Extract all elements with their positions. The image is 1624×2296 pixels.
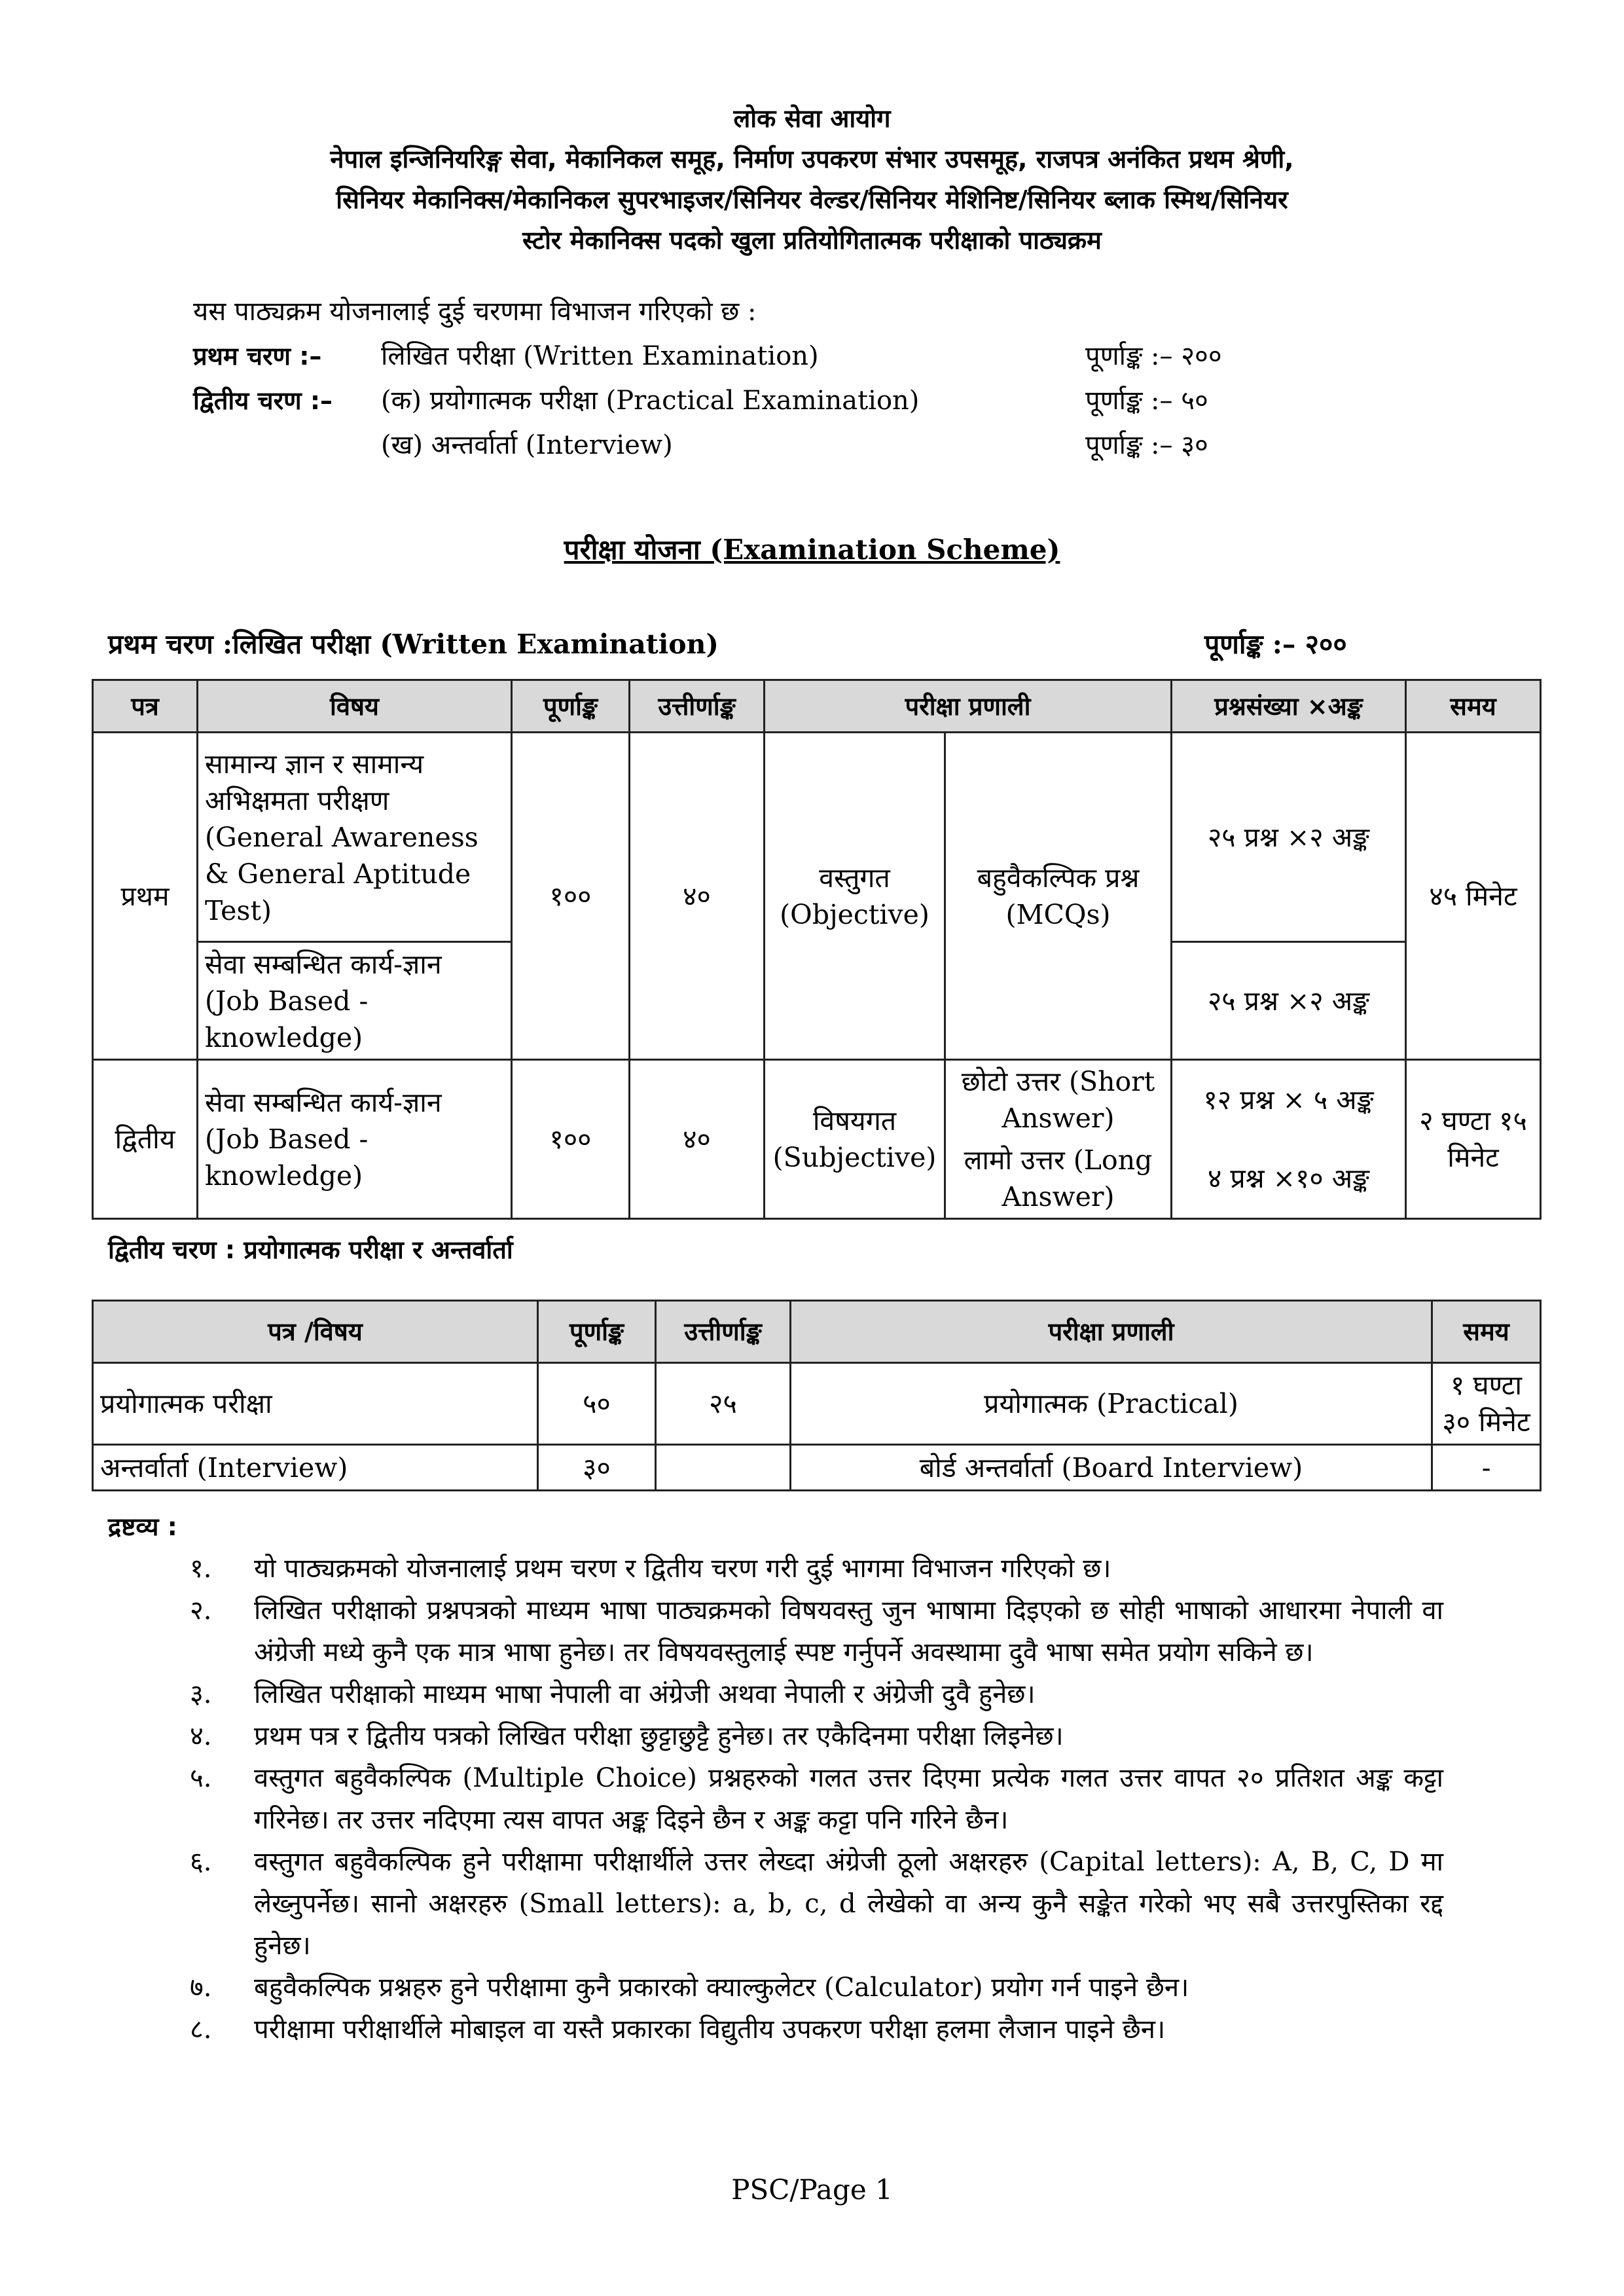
col-full-marks: पूर्णाङ्क (512, 680, 630, 733)
note-text: लिखित परीक्षाको माध्यम भाषा नेपाली वा अंग्रेजी अथवा नेपाली र अंग्रेजी दुवै हुनेछ। (254, 1679, 1036, 1709)
full-marks-cell: १०० (512, 1060, 630, 1219)
table-row (93, 1445, 1541, 1491)
questions-cell: २५ प्रश्न ×२ अङ्क (1172, 733, 1406, 942)
notes-heading: द्रष्टव्य : (108, 1512, 177, 1541)
col-full-marks: पूर्णाङ्क (538, 1301, 656, 1363)
col-time: समय (1406, 680, 1541, 733)
paper-cell: द्वितीय (93, 1060, 198, 1219)
note-number: २. (190, 1595, 212, 1626)
pass-marks-cell (656, 1445, 791, 1491)
exam-format-cell: बहुवैकल्पिक प्रश्न (MCQs) (945, 733, 1172, 1060)
note-item (108, 1757, 1443, 1841)
header-line-3: सिनियर मेकानिक्स/मेकानिकल सुपरभाइजर/सिनियर वेल्डर/सिनियर मेशिनिष्ट/सिनियर ब्लाक स्मिथ/सिनियर (336, 185, 1288, 214)
stage1-title: प्रथम चरण :लिखित परीक्षा (Written Examination) (108, 629, 719, 660)
subject-cell: सेवा सम्बन्धित कार्य-ज्ञान (Job Based - knowledge) (198, 942, 512, 1060)
exam-system-cell: प्रयोगात्मक (Practical) (791, 1363, 1432, 1445)
subject-cell: सेवा सम्बन्धित कार्य-ज्ञान (Job Based - knowledge) (198, 1060, 512, 1219)
intro-desc: (ख) अन्तर्वार्ता (Interview) (381, 430, 673, 460)
table-header-row (93, 1301, 1541, 1363)
note-number: ५. (190, 1763, 212, 1793)
col-time: समय (1432, 1301, 1541, 1363)
col-pass-marks: उत्तीर्णाङ्क (656, 1301, 791, 1363)
table-row (93, 733, 1541, 942)
full-marks-cell: १०० (512, 733, 630, 1060)
stage2-title: द्वितीय चरण : प्रयोगात्मक परीक्षा र अन्तर्वार्ता (108, 1235, 513, 1264)
note-text: परीक्षामा परीक्षार्थीले मोबाइल वा यस्तै प्रकारका विद्युतीय उपकरण परीक्षा हलमा लैजान पाइने छैन। (254, 2014, 1166, 2045)
exam-format-cell: लामो उत्तर (Long Answer) (945, 1139, 1172, 1219)
intro-row (193, 423, 1208, 467)
table-row (93, 1060, 1541, 1140)
stage1-table (92, 679, 1542, 1220)
full-marks-cell: ३० (538, 1445, 656, 1491)
note-item (108, 1967, 1443, 2009)
time-cell: १ घण्टा ३० मिनेट (1432, 1363, 1541, 1445)
note-number: ८. (190, 2014, 212, 2045)
intro-row (193, 334, 1222, 378)
notes-section (108, 1506, 1443, 2050)
intro-phase: प्रथम चरण :– (193, 342, 322, 371)
time-cell: - (1432, 1445, 1541, 1491)
time-cell: २ घण्टा १५ मिनेट (1406, 1060, 1541, 1219)
col-exam-system: परीक्षा प्रणाली (791, 1301, 1432, 1363)
stage1-total: पूर्णाङ्क :– २०० (1204, 629, 1347, 660)
note-number: ३. (190, 1679, 212, 1709)
pass-marks-cell: ४० (630, 1060, 765, 1219)
note-item (108, 1715, 1443, 1757)
col-pass-marks: उत्तीर्णाङ्क (630, 680, 765, 733)
questions-cell: ४ प्रश्न ×१० अङ्क (1172, 1139, 1406, 1219)
note-number: १. (190, 1554, 212, 1584)
col-subject: विषय (198, 680, 512, 733)
scheme-title-text: परीक्षा योजना (Examination Scheme) (564, 534, 1060, 566)
exam-format-cell: छोटो उत्तर (Short Answer) (945, 1060, 1172, 1140)
header-title: लोक सेवा आयोग (733, 104, 891, 133)
pass-marks-cell: ४० (630, 733, 765, 1060)
intro-marks: पूर्णाङ्क :– २०० (1085, 341, 1222, 371)
pass-marks-cell: २५ (656, 1363, 791, 1445)
header-line-4: स्टोर मेकानिक्स पदको खुला प्रतियोगितात्मक परीक्षाको पाठ्यक्रम (522, 226, 1102, 255)
intro-marks: पूर्णाङ्क :– ५० (1085, 386, 1208, 416)
note-item (108, 1590, 1443, 1673)
subject-cell: प्रयोगात्मक परीक्षा (93, 1363, 538, 1445)
note-text: बहुवैकल्पिक प्रश्नहरु हुने परीक्षामा कुनै प्रकारको क्याल्कुलेटर (Calculator) प्रयोग गर्न पाइने छैन। (254, 1973, 1189, 2003)
note-item (108, 1673, 1443, 1715)
exam-type-cell: विषयगत (Subjective) (765, 1060, 945, 1219)
intro-block (193, 289, 1222, 467)
subject-cell: सामान्य ज्ञान र सामान्य अभिक्षमता परीक्षण (General Awareness & General Aptitude Test) (198, 733, 512, 942)
questions-cell: १२ प्रश्न × ५ अङ्क (1172, 1060, 1406, 1140)
note-text: वस्तुगत बहुवैकल्पिक (Multiple Choice) प्रश्नहरुको गलत उत्तर दिएमा प्रत्येक गलत उत्तर वापत २० प्रतिशत अङ्क कट्टा गरिनेछ। तर उत्तर नदिएमा त्यस वापत अङ्क दिइने छैन र अङ्क कट्टा पनि गरिने छैन। (254, 1763, 1443, 1835)
header-line-2: नेपाल इन्जिनियरिङ्ग सेवा, मेकानिकल समूह, निर्माण उपकरण संभार उपसमूह, राजपत्र अनंकित प्रथम श्रेणी, (330, 145, 1294, 173)
table-row (93, 1363, 1541, 1445)
time-cell: ४५ मिनेट (1406, 733, 1541, 1060)
full-marks-cell: ५० (538, 1363, 656, 1445)
note-number: ७. (190, 1973, 212, 2003)
col-exam-system: परीक्षा प्रणाली (765, 680, 1172, 733)
col-questions: प्रश्नसंख्या ×अङ्क (1172, 680, 1406, 733)
stage2-table (92, 1300, 1542, 1491)
paper-cell: प्रथम (93, 733, 198, 1060)
intro-marks: पूर्णाङ्क :– ३० (1085, 430, 1208, 460)
page-footer: PSC/Page 1 (731, 2174, 893, 2206)
intro-row (193, 378, 1208, 423)
col-subject: पत्र /विषय (93, 1301, 538, 1363)
exam-type-cell: वस्तुगत (Objective) (765, 733, 945, 1060)
note-text: यो पाठ्यक्रमको योजनालाई प्रथम चरण र द्वितीय चरण गरी दुई भागमा विभाजन गरिएको छ। (254, 1554, 1111, 1584)
note-number: ६. (190, 1847, 212, 1877)
note-text: प्रथम पत्र र द्वितीय पत्रको लिखित परीक्षा छुट्टाछुट्टै हुनेछ। तर एकैदिनमा परीक्षा लिइनेछ। (254, 1721, 1064, 1751)
scheme-title (0, 530, 1624, 568)
questions-cell: २५ प्रश्न ×२ अङ्क (1172, 942, 1406, 1060)
col-paper: पत्र (93, 680, 198, 733)
intro-desc: (क) प्रयोगात्मक परीक्षा (Practical Examination) (381, 386, 920, 416)
note-item (108, 1841, 1443, 1967)
note-item (108, 1548, 1443, 1590)
table-header-row (93, 680, 1541, 733)
exam-system-cell: बोर्ड अन्तर्वार्ता (Board Interview) (791, 1445, 1432, 1491)
note-number: ४. (190, 1721, 212, 1751)
note-text: लिखित परीक्षाको प्रश्नपत्रको माध्यम भाषा पाठ्यक्रमको विषयवस्तु जुन भाषामा दिइएको छ सोही भाषाको आधारमा नेपाली वा अंग्रेजी मध्ये कुनै एक मात्र भाषा हुनेछ। तर विषयवस्तुलाई स्पष्ट गर्नुपर्ने अवस्थामा दुवै भाषा समेत प्रयोग सकिने छ। (254, 1595, 1443, 1667)
subject-cell: अन्तर्वार्ता (Interview) (93, 1445, 538, 1491)
intro-phase: द्वितीय चरण :– (193, 386, 333, 415)
intro-desc: लिखित परीक्षा (Written Examination) (381, 341, 819, 371)
note-text: वस्तुगत बहुवैकल्पिक हुने परीक्षामा परीक्षार्थीले उत्तर लेख्दा अंग्रेजी ठूलो अक्षरहरु (Capital letters): A, B, C, D मा लेख्नुपर्नेछ। सानो अक्षरहरु (Small letters): a, b, c, d लेखेको वा अन्य कुनै सङ्केत गरेको भए सबै उत्तरपुस्तिका रद्द हुनेछ। (254, 1847, 1443, 1961)
intro-line: यस पाठ्यक्रम योजनालाई दुई चरणमा विभाजन गरिएको छ : (193, 297, 757, 327)
note-item (108, 2009, 1443, 2050)
